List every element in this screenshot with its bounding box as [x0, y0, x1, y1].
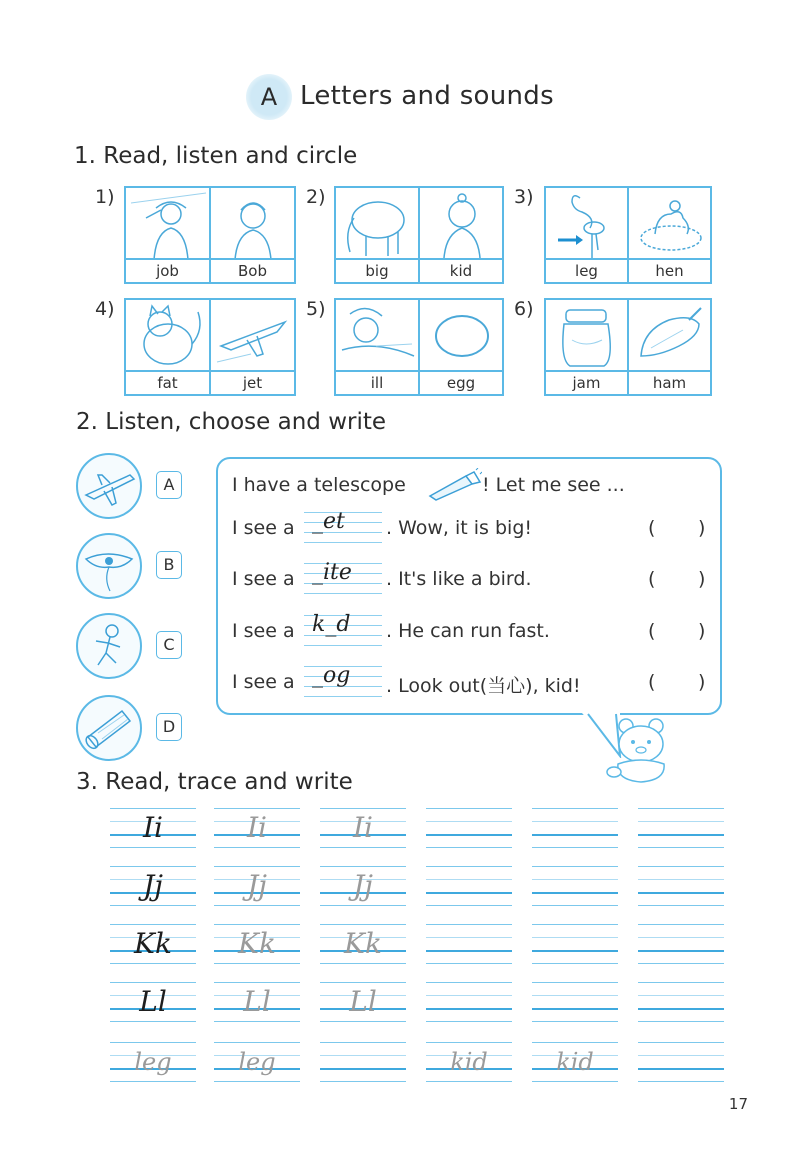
sentence-suffix: . Wow, it is big!	[386, 517, 532, 539]
elephant-image	[336, 188, 420, 260]
sick-girl-image	[336, 300, 420, 372]
page-title: Letters and sounds	[300, 81, 554, 111]
writing-cell-model	[110, 982, 196, 1022]
kite-icon	[76, 533, 142, 599]
picture-card-5[interactable]	[334, 298, 504, 396]
answer-paren-close[interactable]: )	[698, 620, 706, 642]
hen-nest-image	[629, 188, 710, 260]
soldier-girl-image	[126, 188, 211, 260]
trace-letters: Jj	[247, 869, 267, 902]
writing-cell-model	[110, 866, 196, 906]
sentence-suffix: . It's like a bird.	[386, 568, 532, 590]
section3-title: 3. Read, trace and write	[76, 769, 353, 795]
trace-letters: Ll	[349, 985, 377, 1018]
bear-mascot-icon	[604, 716, 676, 784]
answer-paren-open: (	[648, 568, 656, 590]
baby-image	[420, 188, 502, 260]
word-label[interactable]: job	[126, 260, 211, 282]
writing-cell-blank[interactable]	[426, 924, 512, 964]
writing-cell-trace[interactable]	[214, 866, 300, 906]
trace-word: kid	[556, 1048, 594, 1076]
egg-image	[420, 300, 502, 372]
word-label[interactable]: egg	[446, 374, 476, 392]
option-letter-c: C	[156, 631, 182, 659]
jam-jar-image	[546, 300, 629, 372]
writing-cell-blank[interactable]	[638, 1042, 724, 1082]
answer-writing-box[interactable]	[304, 611, 382, 647]
intro-text-before: I have a telescope	[232, 474, 406, 496]
handwriting-hint: _et	[312, 509, 345, 534]
writing-cell-model	[110, 1042, 196, 1082]
item-number: 4)	[95, 298, 115, 320]
intro-line	[232, 474, 406, 496]
fat-cat-image	[126, 300, 211, 372]
writing-cell-trace[interactable]	[214, 808, 300, 848]
word-label[interactable]: kid	[449, 262, 473, 280]
writing-cell-blank[interactable]	[638, 924, 724, 964]
option-letter-b: B	[156, 551, 182, 579]
trace-letters: Kk	[238, 927, 276, 960]
model-word: leg	[134, 1048, 172, 1076]
intro-text-after: ! Let me see ...	[482, 474, 625, 496]
word-label[interactable]: fat	[126, 372, 211, 394]
writing-cell-model	[110, 808, 196, 848]
sentence-prefix: I see a	[232, 568, 295, 590]
telescope-icon	[426, 468, 482, 502]
section2-title: 2. Listen, choose and write	[76, 409, 387, 435]
picture-card-4[interactable]	[124, 298, 296, 396]
handwriting-hint: k_d	[312, 612, 351, 637]
sentence-prefix: I see a	[232, 620, 295, 642]
item-number: 3)	[514, 186, 534, 208]
section1-title: 1. Read, listen and circle	[74, 143, 358, 169]
answer-writing-box[interactable]	[304, 662, 382, 698]
trace-letters: Jj	[353, 869, 373, 902]
item-number: 6)	[514, 298, 534, 320]
model-letters: Ii	[142, 811, 163, 844]
picture-card-2[interactable]	[334, 186, 504, 284]
writing-cell-trace[interactable]	[320, 982, 406, 1022]
handwriting-hint: _ite	[312, 560, 352, 585]
jet-plane-image	[211, 300, 294, 372]
word-label[interactable]: hen	[655, 262, 684, 280]
word-label[interactable]: ill	[336, 372, 420, 394]
ham-leg-image	[629, 300, 710, 372]
kid-running-icon	[76, 613, 142, 679]
word-label[interactable]: big	[336, 260, 420, 282]
writing-cell-blank[interactable]	[638, 982, 724, 1022]
writing-cell-blank[interactable]	[638, 866, 724, 906]
word-label[interactable]: leg	[546, 260, 629, 282]
airplane-icon	[76, 453, 142, 519]
item-number: 5)	[306, 298, 326, 320]
trace-word: kid	[450, 1048, 488, 1076]
writing-cell-blank[interactable]	[320, 1042, 406, 1082]
writing-cell-blank[interactable]	[532, 808, 618, 848]
trace-word: leg	[238, 1048, 276, 1076]
writing-cell-trace[interactable]	[320, 866, 406, 906]
writing-cell-blank[interactable]	[532, 982, 618, 1022]
trace-letters: Ii	[352, 811, 373, 844]
answer-paren-close[interactable]: )	[698, 517, 706, 539]
trace-letters: Ll	[243, 985, 271, 1018]
writing-cell-model	[110, 924, 196, 964]
writing-cell-blank[interactable]	[426, 982, 512, 1022]
writing-cell-blank[interactable]	[532, 866, 618, 906]
writing-cell-blank[interactable]	[638, 808, 724, 848]
writing-cell-trace[interactable]	[320, 808, 406, 848]
item-number: 2)	[306, 186, 326, 208]
badge-letter: A	[260, 83, 278, 111]
answer-paren-open: (	[648, 517, 656, 539]
option-letter-a: A	[156, 471, 182, 499]
section-badge	[246, 74, 292, 120]
picture-card-6[interactable]	[544, 298, 712, 396]
model-letters: Kk	[134, 927, 172, 960]
writing-cell-blank[interactable]	[426, 866, 512, 906]
writing-cell-trace[interactable]	[320, 924, 406, 964]
word-label[interactable]: jet	[242, 374, 263, 392]
writing-cell-trace[interactable]	[214, 982, 300, 1022]
word-label[interactable]: ham	[652, 374, 687, 392]
writing-cell-trace[interactable]	[214, 924, 300, 964]
writing-cell-trace[interactable]	[532, 1042, 618, 1082]
answer-paren-open: (	[648, 671, 656, 693]
word-label[interactable]: jam	[546, 372, 629, 394]
boy-image	[211, 188, 294, 260]
sentence-prefix: I see a	[232, 517, 295, 539]
handwriting-hint: _og	[312, 663, 351, 688]
trace-letters: Kk	[344, 927, 382, 960]
model-letters: Ll	[139, 985, 167, 1018]
answer-paren-close[interactable]: )	[698, 671, 706, 693]
flamingo-image	[546, 188, 629, 260]
answer-writing-box[interactable]	[304, 508, 382, 544]
log-icon	[76, 695, 142, 761]
option-letter-d: D	[156, 713, 182, 741]
answer-writing-box[interactable]	[304, 559, 382, 595]
picture-card-1[interactable]	[124, 186, 296, 284]
writing-cell-trace[interactable]	[426, 1042, 512, 1082]
answer-paren-close[interactable]: )	[698, 568, 706, 590]
writing-cell-blank[interactable]	[532, 924, 618, 964]
sentence-suffix: . He can run fast.	[386, 620, 550, 642]
writing-cell-trace[interactable]	[214, 1042, 300, 1082]
picture-card-3[interactable]	[544, 186, 712, 284]
writing-cell-blank[interactable]	[426, 808, 512, 848]
page-number: 17	[728, 1095, 748, 1113]
word-label[interactable]: Bob	[238, 262, 267, 280]
model-letters: Jj	[143, 869, 163, 902]
item-number: 1)	[95, 186, 115, 208]
sentence-prefix: I see a	[232, 671, 295, 693]
answer-paren-open: (	[648, 620, 656, 642]
sentence-suffix: . Look out(当心), kid!	[386, 675, 581, 697]
trace-letters: Ii	[246, 811, 267, 844]
